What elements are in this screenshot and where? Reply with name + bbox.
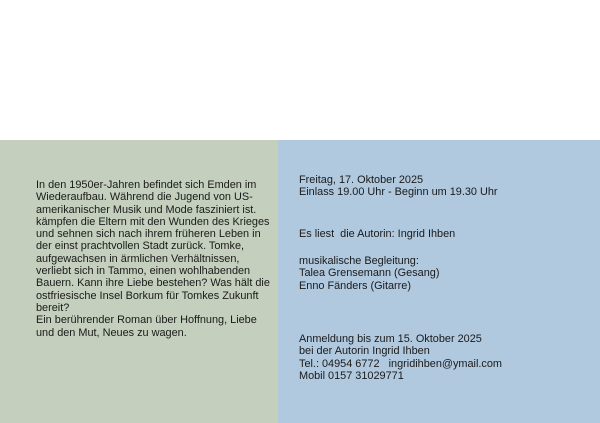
book-synopsis <box>36 179 272 339</box>
event-datetime <box>299 174 589 199</box>
musician-guitar: Enno Fänders (Gitarre) <box>299 279 411 292</box>
contact-phone-email: Tel.: 04954 6772 ingridihben@ymail.com <box>299 357 502 370</box>
event-date: Freitag, 17. Oktober 2025 <box>299 174 424 186</box>
contact-mobile: Mobil 0157 31029771 <box>299 369 404 382</box>
music-accompaniment <box>299 255 589 292</box>
musician-vocals: Talea Grensemann (Gesang) <box>299 267 440 280</box>
music-heading: musikalische Begleitung: <box>299 255 419 267</box>
synopsis-paragraph: In den 1950er-Jahren befindet sich Emden im Wiederaufbau. Während die Jugend von US-amerikanischer Musik und Mode fasziniert ist. kämpfen die Eltern mit den Wunden des Krieges und sehnen sich nach ihrem früheren Leben in der einst prachtvollen Stadt zurück. Tomke, aufgewachsen in ärmlichen Verhältnissen, verliebt sich in Tammo, einen wohlhabenden Bauern. Kann ihre Liebe bestehen? Was hält die ostfriesische Insel Borkum für Tomkes Zukunft bereit? <box>36 179 270 314</box>
event-reader <box>299 228 589 240</box>
registration-contact: bei der Autorin Ingrid Ihben <box>299 345 430 358</box>
event-times: Einlass 19.00 Uhr - Beginn um 19.30 Uhr <box>299 186 498 199</box>
reader-line: Es liest die Autorin: Ingrid Ihben <box>299 228 456 240</box>
registration-deadline: Anmeldung bis zum 15. Oktober 2025 <box>299 333 482 345</box>
registration-info <box>299 333 589 382</box>
synopsis-closing: Ein berührender Roman über Hoffnung, Liebe und den Mut, Neues zu wagen. <box>36 314 257 339</box>
